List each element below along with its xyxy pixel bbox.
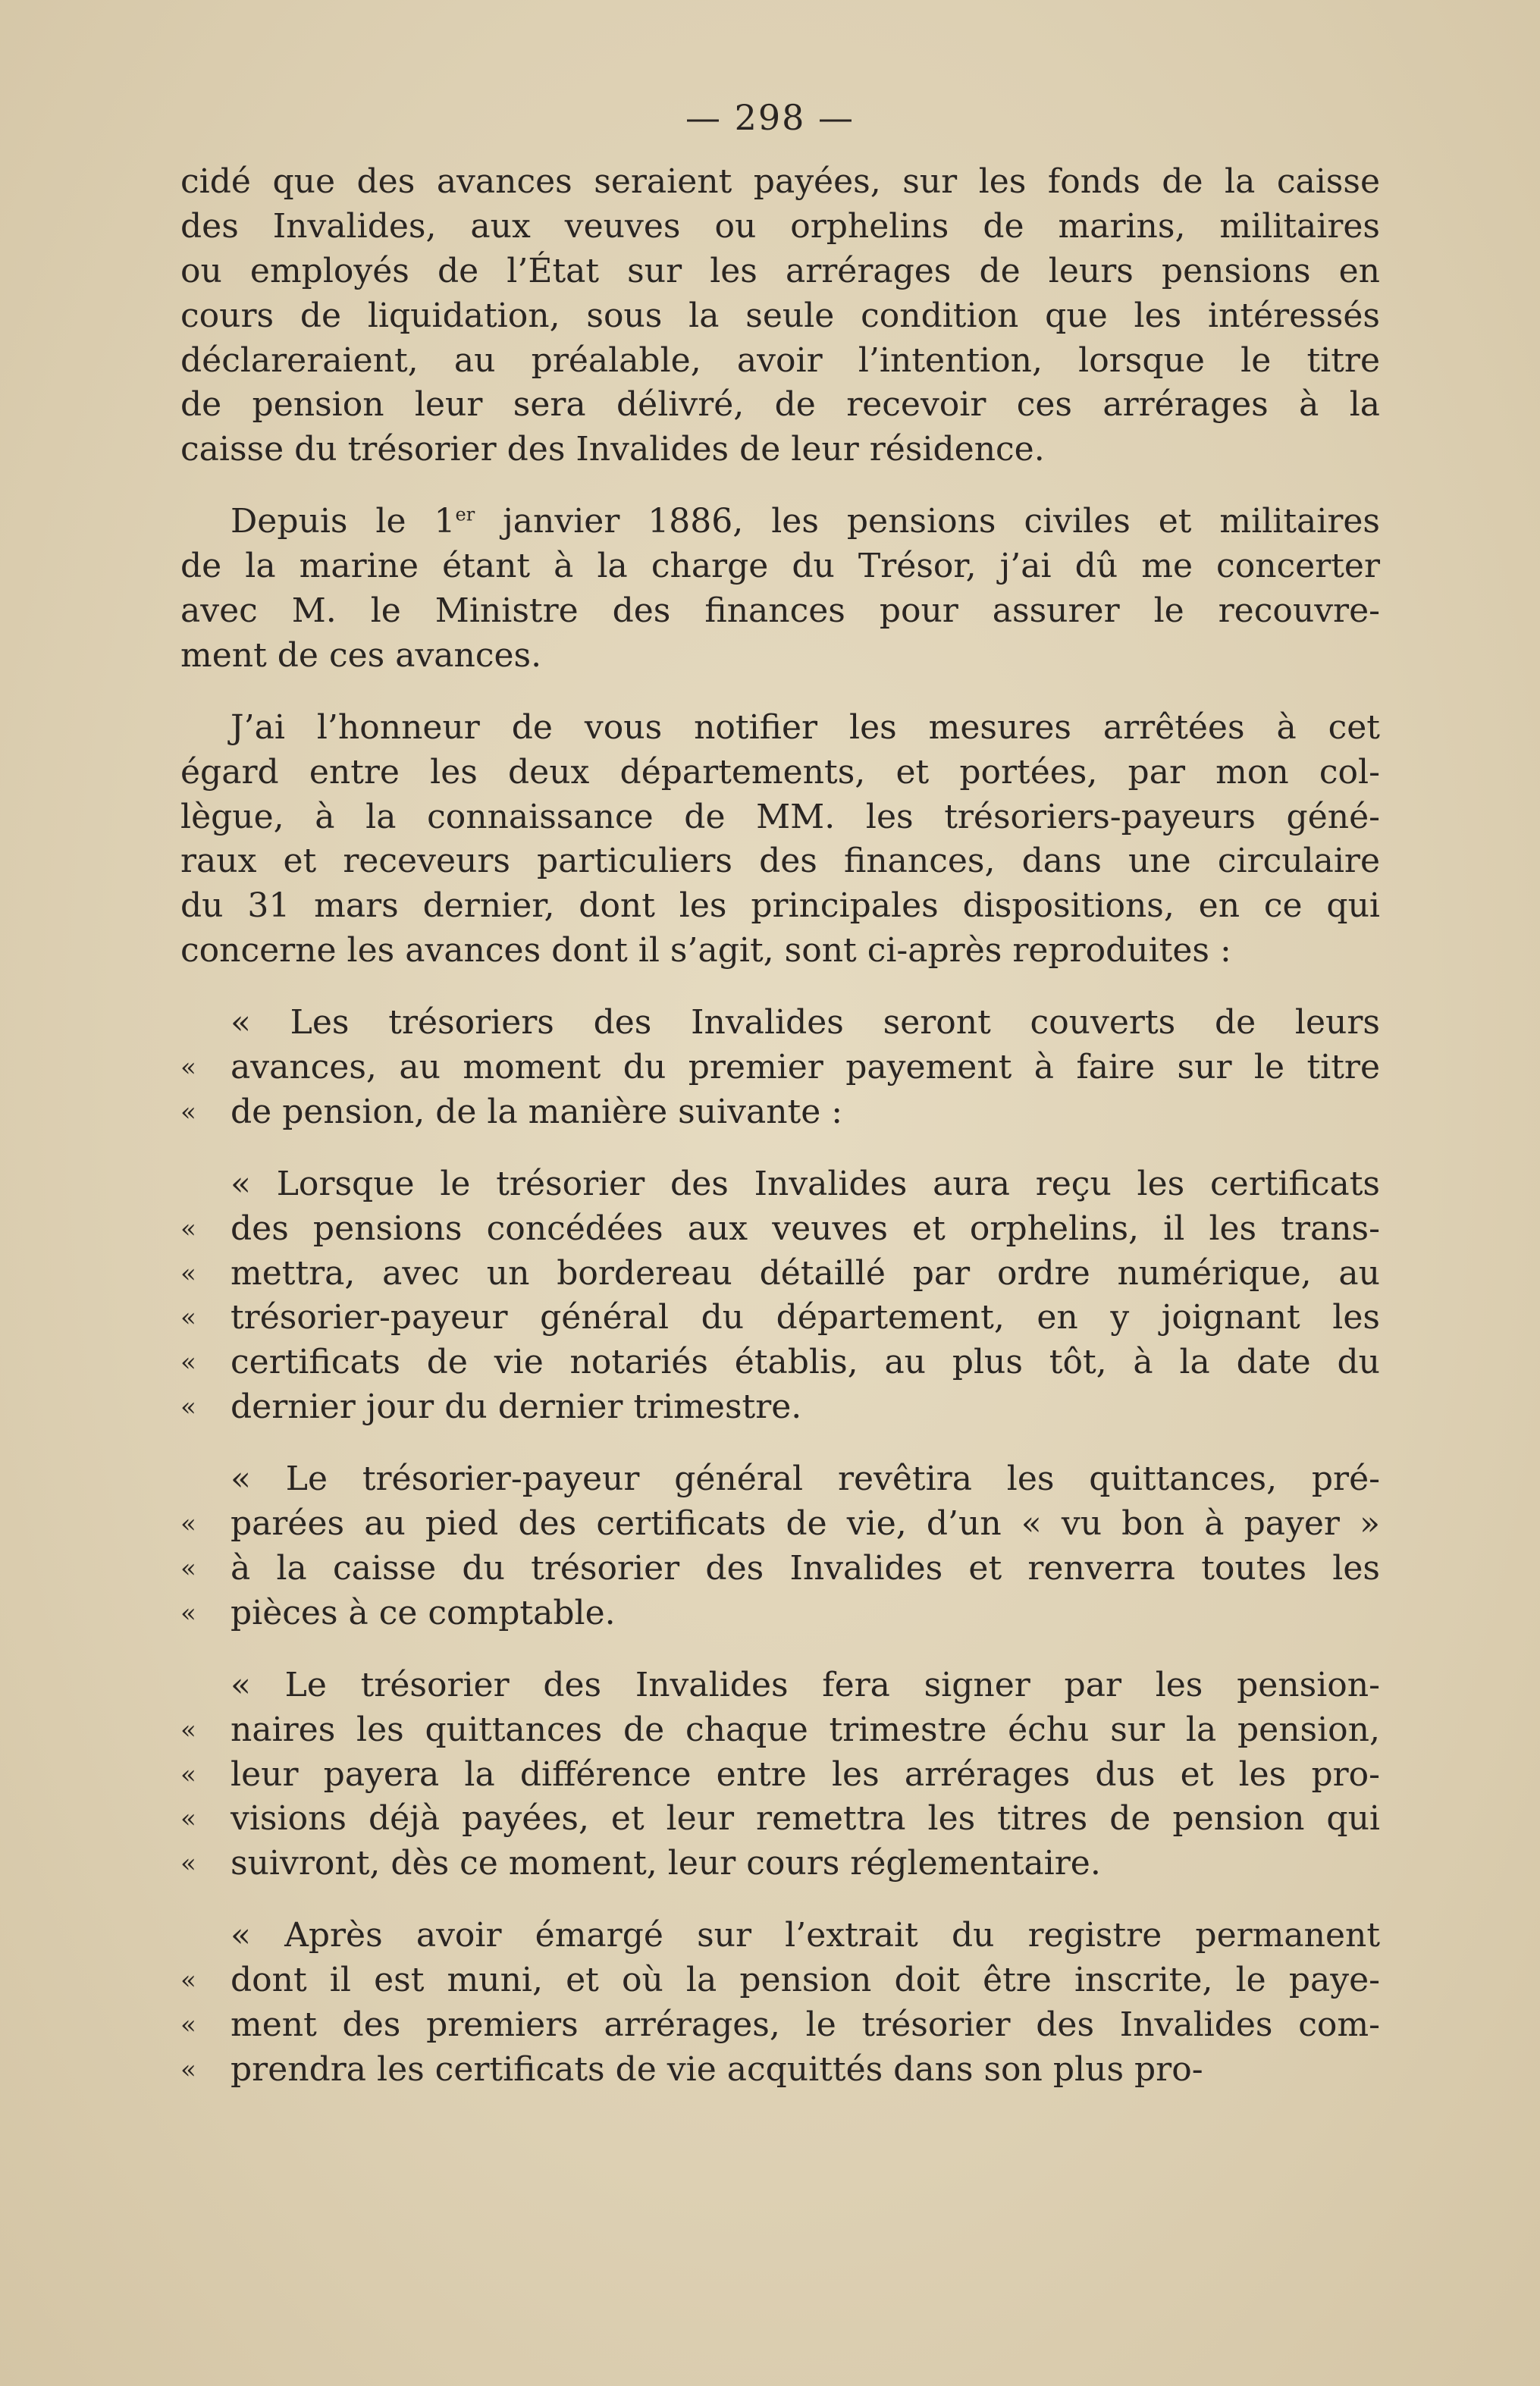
line-text: Depuis le 1er janvier 1886, les pensions civiles et militaires: [231, 502, 1380, 541]
line-text: « Les trésoriers des Invalides seront couverts de leurs: [231, 1003, 1380, 1043]
margin-quote-mark: «: [180, 1965, 196, 1996]
line-text: de pension, de la manière suivante :: [231, 1092, 843, 1131]
line-text: naires les quittances de chaque trimestre échu sur la pension,: [231, 1710, 1380, 1749]
text-line: [180, 1753, 1380, 1798]
text-line: [180, 1046, 1380, 1090]
paragraph: [180, 706, 1380, 974]
paragraph-gap: [180, 1135, 1380, 1162]
text-line: [180, 294, 1380, 339]
text-line: [180, 1001, 1380, 1046]
line-text: « Le trésorier-payeur général revêtira les quittances, pré-: [231, 1460, 1380, 1499]
paragraph: [180, 1914, 1380, 2093]
line-text: des Invalides, aux veuves ou orphelins de marins, militaires: [180, 206, 1380, 246]
text-line: [180, 1296, 1380, 1340]
paragraph-gap: [180, 679, 1380, 706]
line-text: ou employés de l’État sur les arrérages de leurs pensions en: [180, 251, 1380, 290]
line-text: lègue, à la connaissance de MM. les trésoriers-payeurs géné-: [180, 797, 1380, 836]
text-line: [180, 1663, 1380, 1708]
body-text: [180, 160, 1380, 2093]
text-line: [180, 2048, 1380, 2093]
margin-quote-mark: «: [180, 1848, 196, 1880]
paragraph-gap: [180, 1636, 1380, 1663]
text-line: [180, 2003, 1380, 2048]
margin-quote-mark: «: [180, 2054, 196, 2085]
paragraph: [180, 1663, 1380, 1886]
text-line: [180, 1502, 1380, 1547]
margin-quote-mark: «: [180, 1052, 196, 1083]
line-text: certificats de vie notariés établis, au plus tôt, à la date du: [231, 1343, 1380, 1382]
text-line: [180, 795, 1380, 840]
margin-quote-mark: «: [180, 1303, 196, 1334]
line-text: dernier jour du dernier trimestre.: [231, 1387, 802, 1427]
text-line: [180, 1958, 1380, 2003]
line-text: caisse du trésorier des Invalides de leur résidence.: [180, 430, 1045, 469]
line-text: leur payera la différence entre les arrérages dus et les pro-: [231, 1754, 1380, 1794]
text-line: [180, 589, 1380, 634]
paragraph: [180, 160, 1380, 472]
text-line: [180, 1547, 1380, 1591]
text-line: [180, 1207, 1380, 1252]
line-text: du 31 mars dernier, dont les principales dispositions, en ce qui: [180, 886, 1380, 926]
line-text: parées au pied des certificats de vie, d’un « vu bon à payer »: [231, 1504, 1380, 1544]
text-line: [180, 929, 1380, 974]
text-line: [180, 1090, 1380, 1135]
line-text: raux et receveurs particuliers des finances, dans une circulaire: [180, 842, 1380, 881]
margin-quote-mark: «: [180, 1347, 196, 1378]
text-line: [180, 1252, 1380, 1296]
line-text: pièces à ce comptable.: [231, 1593, 616, 1632]
line-text: prendra les certificats de vie acquittés dans son plus pro-: [231, 2049, 1203, 2089]
margin-quote-mark: «: [180, 1258, 196, 1289]
margin-quote-mark: «: [180, 1553, 196, 1584]
text-line: [180, 428, 1380, 472]
line-text: ment de ces avances.: [180, 635, 542, 675]
paragraph: [180, 500, 1380, 679]
paragraph: [180, 1457, 1380, 1636]
text-line: [180, 1797, 1380, 1842]
paragraph-gap: [180, 472, 1380, 500]
margin-quote-mark: «: [180, 1597, 196, 1629]
line-text: de la marine étant à la charge du Trésor, j’ai dû me concerter: [180, 547, 1380, 586]
line-text: de pension leur sera délivré, de recevoir ces arrérages à la: [180, 385, 1380, 425]
line-text: visions déjà payées, et leur remettra les titres de pension qui: [231, 1799, 1380, 1839]
line-text: trésorier-payeur général du département, en y joignant les: [231, 1298, 1380, 1337]
line-text: suivront, dès ce moment, leur cours réglementaire.: [231, 1844, 1101, 1883]
line-text: « Lorsque le trésorier des Invalides aura reçu les certificats: [231, 1164, 1380, 1203]
text-line: [180, 383, 1380, 428]
margin-quote-mark: «: [180, 1213, 196, 1244]
margin-quote-mark: «: [180, 1392, 196, 1423]
margin-quote-mark: «: [180, 1096, 196, 1127]
line-text: dont il est muni, et où la pension doit être inscrite, le paye-: [231, 1961, 1380, 2000]
text-line: [180, 1340, 1380, 1385]
line-text: avec M. le Ministre des finances pour assurer le recouvre-: [180, 591, 1380, 631]
text-line: [180, 884, 1380, 929]
text-line: [180, 544, 1380, 589]
line-text: à la caisse du trésorier des Invalides et renverra toutes les: [231, 1548, 1380, 1588]
line-text: concerne les avances dont il s’agit, sont ci-après reproduites :: [180, 931, 1231, 970]
line-text: cours de liquidation, sous la seule condition que les intéressés: [180, 296, 1380, 335]
text-line: [180, 160, 1380, 205]
paragraph-gap: [180, 974, 1380, 1001]
paragraph: [180, 1162, 1380, 1430]
text-line: [180, 1385, 1380, 1430]
paragraph-gap: [180, 1886, 1380, 1914]
text-line: [180, 249, 1380, 294]
text-line: [180, 839, 1380, 884]
line-text: mettra, avec un bordereau détaillé par ordre numérique, au: [231, 1253, 1380, 1293]
margin-quote-mark: «: [180, 1759, 196, 1790]
page-number: — 298 —: [685, 97, 855, 138]
text-line: [180, 706, 1380, 751]
text-line: [180, 751, 1380, 795]
text-line: [180, 1591, 1380, 1636]
text-line: [180, 1842, 1380, 1886]
line-text: avances, au moment du premier payement à faire sur le titre: [231, 1048, 1380, 1087]
text-line: [180, 634, 1380, 679]
line-text: égard entre les deux départements, et portées, par mon col-: [180, 752, 1380, 792]
text-line: [180, 339, 1380, 384]
text-line: [180, 1457, 1380, 1502]
text-line: [180, 1708, 1380, 1753]
margin-quote-mark: «: [180, 1714, 196, 1745]
text-line: [180, 205, 1380, 249]
paragraph: [180, 1001, 1380, 1135]
line-text: ment des premiers arrérages, le trésorier des Invalides com-: [231, 2005, 1380, 2044]
line-text: J’ai l’honneur de vous notifier les mesures arrêtées à cet: [231, 707, 1380, 747]
line-text: cidé que des avances seraient payées, sur les fonds de la caisse: [180, 162, 1380, 201]
line-text: « Le trésorier des Invalides fera signer par les pension-: [231, 1665, 1380, 1704]
text-line: [180, 1914, 1380, 1958]
line-text: des pensions concédées aux veuves et orphelins, il les trans-: [231, 1209, 1380, 1248]
margin-quote-mark: «: [180, 1804, 196, 1835]
text-line: [180, 500, 1380, 544]
text-line: [180, 1162, 1380, 1207]
margin-quote-mark: «: [180, 2009, 196, 2040]
margin-quote-mark: «: [180, 1509, 196, 1540]
line-text: « Après avoir émargé sur l’extrait du registre permanent: [231, 1916, 1380, 1955]
line-text: déclareraient, au préalable, avoir l’intention, lorsque le titre: [180, 340, 1380, 380]
paragraph-gap: [180, 1430, 1380, 1457]
